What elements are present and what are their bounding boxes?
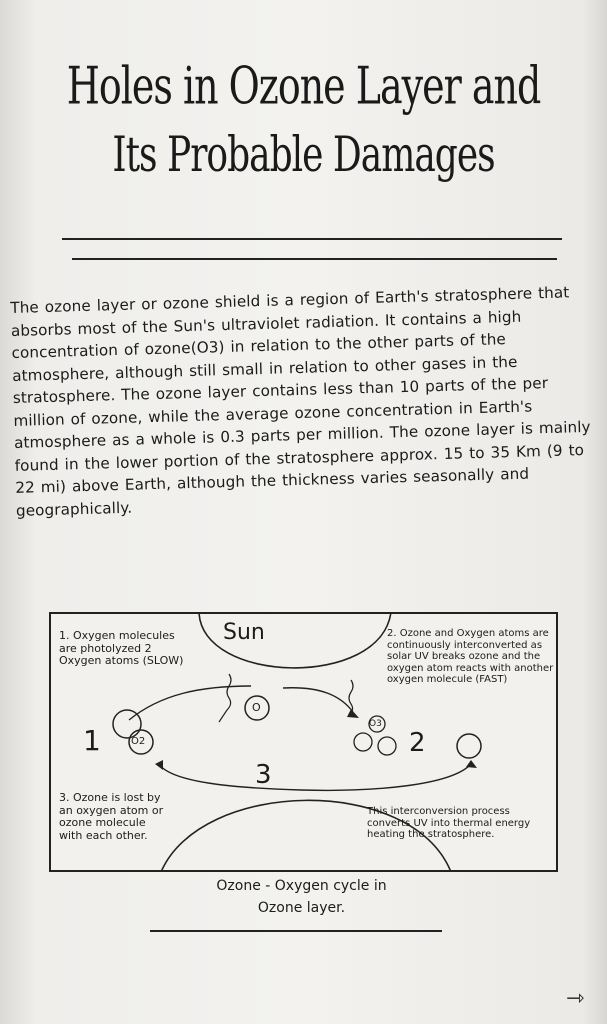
title-underline-bottom: [72, 258, 557, 260]
o2-label: O2: [131, 736, 146, 747]
arrowhead-right-bottom: [466, 760, 477, 768]
uv-ray-left: [219, 674, 231, 722]
page-title-line-2: Its Probable Damages: [112, 128, 495, 184]
body-paragraph: The ozone layer or ozone shield is a region of Earth's stratosphere that absorbs most of the Sun's ultraviolet radiation. It contains a high concentration of ozone(O3) in relation to the other parts of the atmosphere, although still small in relation to other gases in the stratosphere. The ozone layer contains less than 10 parts of the per million of ozone, while the average ozone concentration in Earth's atmosphere as a whole is 0.3 parts per million. The ozone layer is mainly found in the lower portion of the stratosphere approx. 15 to 35 Km (9 to 22 mi) above Earth, although the thickness varies seasonally and geographically.: [10, 283, 591, 520]
o3-atom-b: [354, 733, 372, 751]
diagram-caption-line-2: Ozone layer.: [257, 900, 346, 916]
o3-label: O3: [369, 719, 382, 729]
ozone-cycle-diagram: [49, 612, 558, 872]
o-label: O: [252, 701, 261, 714]
diagram-caption-line-1: Ozone - Oxygen cycle in: [216, 878, 387, 894]
step-3-text: 3. Ozone is lost by an oxygen atom or ozone molecule with each other.: [59, 791, 164, 842]
sun-label: Sun: [223, 620, 265, 645]
arrowhead-left-bottom: [155, 760, 163, 770]
step-1-text: 1. Oxygen molecules are photolyzed 2 Oxygen atoms (SLOW): [59, 629, 184, 667]
cycle-arc-right-top: [283, 688, 353, 712]
page-title-line-1: Holes in Ozone Layer and: [66, 56, 541, 116]
o3-atom-c: [378, 737, 396, 755]
caption-underline: [150, 930, 442, 932]
step-3-number: 3: [255, 760, 272, 790]
title-underline-top: [62, 238, 562, 240]
o-atom-right: [457, 734, 481, 758]
o2-molecule-left: [113, 710, 141, 738]
cycle-arc-bottom: [159, 764, 471, 790]
step-1-number: 1: [83, 724, 101, 757]
step-2-number: 2: [409, 728, 426, 758]
next-page-arrow-icon: ⇾: [566, 986, 585, 1011]
step-2-text: 2. Ozone and Oxygen atoms are continuously interconverted as solar UV breaks ozone and the oxygen atom reacts with another oxygen molecule (FAST): [387, 628, 554, 685]
cycle-arc-left-top: [129, 686, 251, 720]
conversion-text: This interconversion process converts UV into thermal energy heating the stratosphere.: [367, 806, 531, 840]
